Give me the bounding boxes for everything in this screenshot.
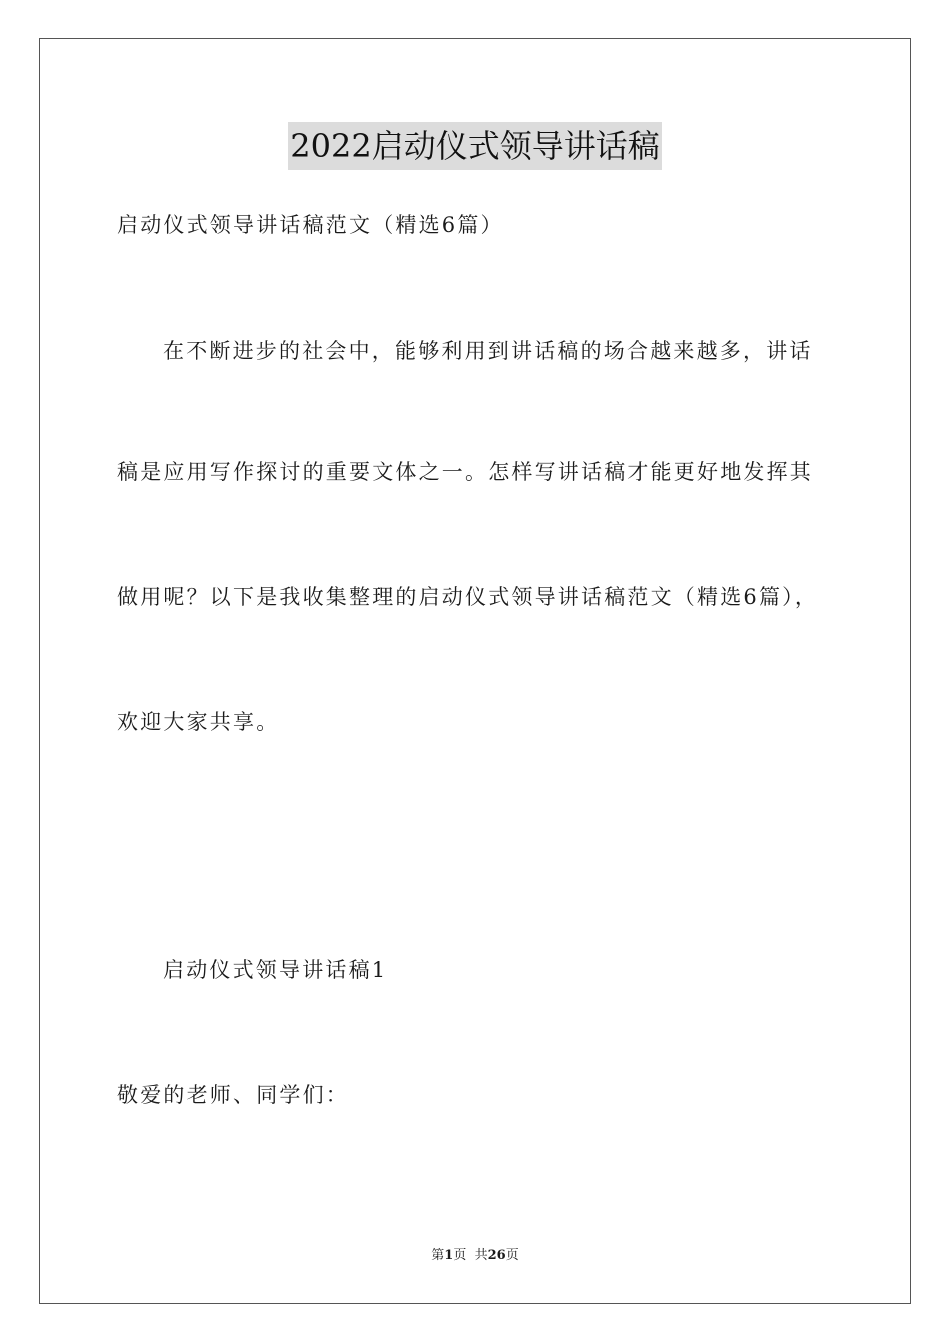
salutation: 敬爱的老师、同学们： xyxy=(117,1083,349,1107)
page-footer xyxy=(0,1246,950,1266)
footer-page-suffix: 页 xyxy=(505,1248,519,1263)
document-title: 2022启动仪式领导讲话稿 xyxy=(288,122,661,170)
intro-line-1: 在不断进步的社会中，能够利用到讲话稿的场合越来越多，讲话 xyxy=(163,339,813,363)
intro-line-4: 欢迎大家共享。 xyxy=(117,710,280,734)
intro-line-2: 稿是应用写作探讨的重要文体之一。怎样写讲话稿才能更好地发挥其 xyxy=(117,460,813,484)
footer-page-mid: 页 共 xyxy=(453,1248,488,1263)
document-subtitle: 启动仪式领导讲话稿范文（精选6篇） xyxy=(117,213,504,237)
footer-page-prefix: 第 xyxy=(431,1248,445,1263)
section-heading: 启动仪式领导讲话稿1 xyxy=(163,958,388,982)
footer-page-total: 26 xyxy=(487,1248,506,1263)
intro-line-3: 做用呢？以下是我收集整理的启动仪式领导讲话稿范文（精选6篇）， xyxy=(117,585,819,609)
footer-page-current: 1 xyxy=(444,1248,454,1263)
title-container xyxy=(0,122,950,170)
